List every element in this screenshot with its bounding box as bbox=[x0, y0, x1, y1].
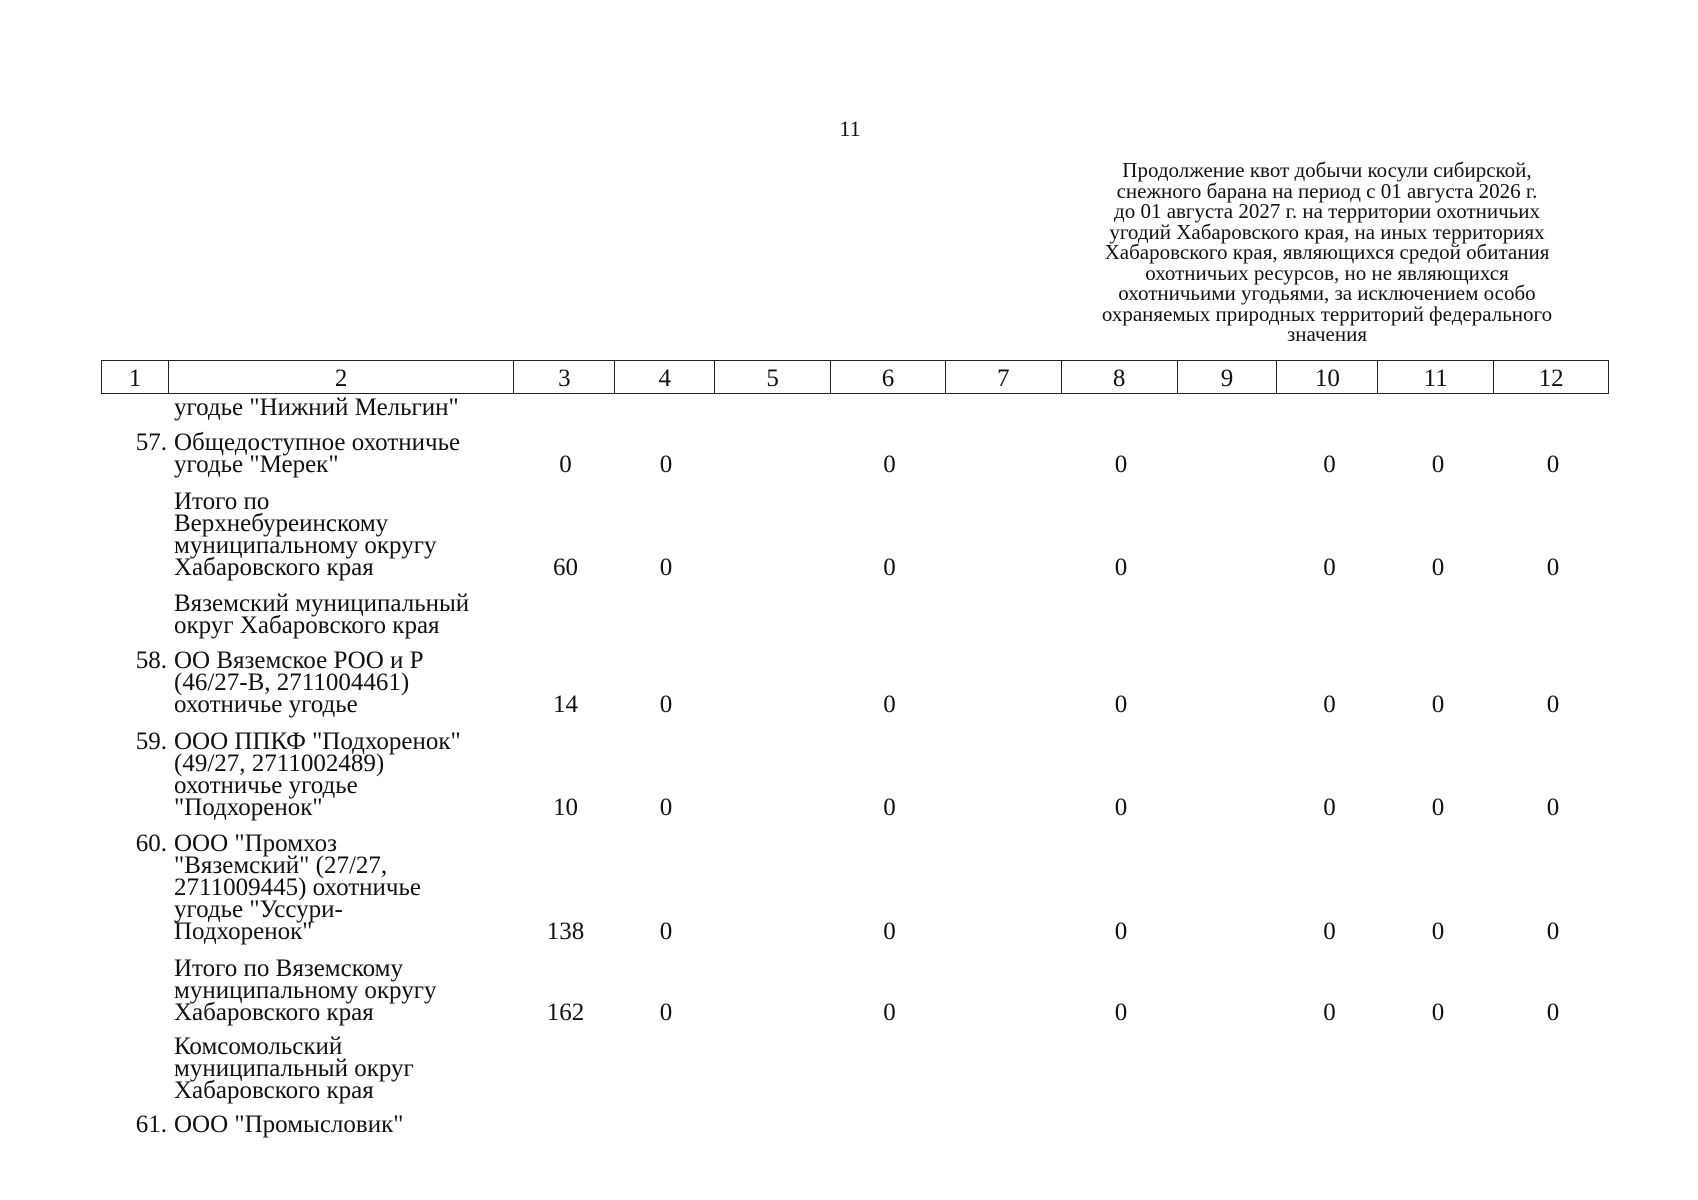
value-col-8: 0 bbox=[1114, 794, 1128, 821]
row-name-line: Вяземский муниципальный bbox=[174, 590, 470, 617]
row-name-line: муниципальному округу bbox=[174, 532, 437, 559]
caption-line: охраняемых природных территорий федерального bbox=[1101, 301, 1553, 326]
value-col-4: 0 bbox=[659, 554, 673, 581]
caption-line: Продолжение квот добычи косули сибирской, bbox=[1122, 158, 1532, 182]
row-name-line: Хабаровского края bbox=[174, 1077, 374, 1104]
caption-line: угодий Хабаровского края, на иных территориях bbox=[1109, 219, 1545, 244]
caption-line: снежного барана на период с 01 августа 2026 г. bbox=[1116, 178, 1538, 203]
value-col-12: 0 bbox=[1546, 691, 1560, 718]
row-name bbox=[174, 429, 534, 478]
value-col-4: 0 bbox=[659, 794, 673, 821]
value-col-4: 0 bbox=[659, 918, 673, 945]
header-cell-11: 11 bbox=[1378, 361, 1494, 393]
row-number: 57. bbox=[135, 429, 167, 456]
row-number: 61. bbox=[135, 1111, 167, 1138]
row-name bbox=[174, 830, 534, 945]
value-col-12: 0 bbox=[1546, 999, 1560, 1026]
header-cell-12: 12 bbox=[1538, 365, 1564, 392]
row-name-line: Комсомольский bbox=[174, 1033, 343, 1060]
header-cell-10: 10 bbox=[1277, 361, 1378, 393]
value-col-11: 0 bbox=[1431, 999, 1445, 1026]
row-name-line: Хабаровского края bbox=[174, 554, 374, 581]
page-number: 11 bbox=[839, 116, 861, 141]
row-name bbox=[174, 728, 534, 821]
row-name-line: угодье "Нижний Мельгин" bbox=[174, 394, 459, 421]
value-col-6: 0 bbox=[883, 999, 896, 1026]
value-col-12: 0 bbox=[1546, 554, 1560, 581]
value-col-6: 0 bbox=[883, 918, 896, 945]
row-name-line: угодье "Мерек" bbox=[174, 451, 339, 478]
value-col-4: 0 bbox=[659, 999, 673, 1026]
header-cell-4: 4 bbox=[615, 361, 715, 393]
row-name-line: охотничье угодье bbox=[174, 772, 358, 799]
value-col-12: 0 bbox=[1546, 918, 1560, 945]
table-caption bbox=[1052, 160, 1602, 345]
value-col-8: 0 bbox=[1114, 691, 1128, 718]
row-name bbox=[174, 647, 534, 718]
row-name bbox=[174, 955, 534, 1026]
header-cell-6: 6 bbox=[831, 361, 946, 393]
row-name-line: охотничье угодье bbox=[174, 691, 358, 718]
caption-line: до 01 августа 2027 г. на территории охотничьих bbox=[1114, 199, 1540, 223]
row-name-line: Подхоренок" bbox=[174, 918, 313, 945]
table-header-row bbox=[101, 360, 1609, 394]
value-col-10: 0 bbox=[1323, 554, 1336, 581]
value-col-6: 0 bbox=[883, 554, 896, 581]
value-col-6: 0 bbox=[883, 691, 896, 718]
row-name-line: муниципальный округ bbox=[174, 1055, 414, 1082]
row-number: 59. bbox=[135, 728, 167, 755]
row-name-line: Верхнебуреинскому bbox=[174, 510, 389, 537]
value-col-10: 0 bbox=[1323, 999, 1336, 1026]
value-col-3: 10 bbox=[553, 794, 578, 821]
row-name-line: округ Хабаровского края bbox=[174, 612, 440, 639]
row-name bbox=[174, 590, 534, 639]
value-col-11: 0 bbox=[1431, 451, 1445, 478]
value-col-10: 0 bbox=[1323, 918, 1336, 945]
row-name-line: ООО "Промысловик" bbox=[174, 1111, 404, 1138]
value-col-12: 0 bbox=[1546, 794, 1560, 821]
row-name-line: ОО Вяземское РОО и Р bbox=[174, 647, 424, 674]
value-col-11: 0 bbox=[1431, 554, 1445, 581]
row-number: 60. bbox=[135, 830, 167, 857]
row-name-line: ООО ППКФ "Подхоренок" bbox=[174, 728, 461, 755]
header-cell-2: 2 bbox=[169, 361, 515, 393]
row-name-line: Итого по bbox=[174, 488, 270, 515]
value-col-8: 0 bbox=[1114, 554, 1128, 581]
row-name-line: Хабаровского края bbox=[174, 999, 374, 1026]
value-col-11: 0 bbox=[1431, 691, 1445, 718]
value-col-10: 0 bbox=[1323, 691, 1336, 718]
row-name-line: 2711009445) охотничье bbox=[174, 874, 421, 901]
row-name-line: "Подхоренок" bbox=[174, 794, 323, 821]
row-name-line: ООО "Промхоз bbox=[174, 830, 337, 857]
value-col-6: 0 bbox=[883, 794, 896, 821]
row-name-line: (49/27, 2711002489) bbox=[174, 750, 385, 777]
row-name-line: Общедоступное охотничье bbox=[174, 429, 461, 456]
header-cell-9: 9 bbox=[1178, 361, 1278, 393]
value-col-12: 0 bbox=[1546, 451, 1560, 478]
value-col-3: 0 bbox=[559, 451, 572, 478]
value-col-8: 0 bbox=[1114, 451, 1128, 478]
value-col-10: 0 bbox=[1323, 794, 1336, 821]
value-col-11: 0 bbox=[1431, 794, 1445, 821]
row-name-line: угодье "Уссури- bbox=[174, 896, 343, 923]
value-col-3: 60 bbox=[553, 554, 578, 581]
caption-line: Хабаровского края, являющихся средой обитания bbox=[1104, 240, 1550, 264]
row-name-line: Итого по Вяземскому bbox=[174, 955, 403, 982]
row-number: 58. bbox=[135, 647, 167, 674]
value-col-10: 0 bbox=[1323, 451, 1336, 478]
value-col-3: 162 bbox=[546, 999, 585, 1026]
header-cell-3: 3 bbox=[514, 361, 615, 393]
value-col-3: 138 bbox=[546, 918, 585, 945]
header-cell-7: 7 bbox=[946, 361, 1062, 393]
value-col-8: 0 bbox=[1114, 918, 1128, 945]
row-name-line: "Вяземский" (27/27, bbox=[174, 852, 388, 879]
value-col-6: 0 bbox=[883, 451, 896, 478]
value-col-8: 0 bbox=[1114, 999, 1128, 1026]
value-col-4: 0 bbox=[659, 691, 673, 718]
header-cell-8: 8 bbox=[1062, 361, 1178, 393]
value-col-4: 0 bbox=[659, 451, 673, 478]
row-name-line: (46/27-В, 2711004461) bbox=[174, 669, 410, 696]
header-cell-1: 1 bbox=[102, 361, 169, 393]
caption-line: охотничьих ресурсов, но не являющихся bbox=[1145, 260, 1509, 285]
row-name bbox=[174, 1111, 534, 1138]
row-name bbox=[174, 488, 534, 581]
row-name bbox=[174, 1033, 534, 1104]
value-col-3: 14 bbox=[553, 691, 578, 718]
caption-line: значения bbox=[1286, 322, 1368, 346]
header-cell-5: 5 bbox=[715, 361, 831, 393]
caption-line: охотничьими угодьями, за исключением особо bbox=[1118, 281, 1536, 305]
value-col-11: 0 bbox=[1431, 918, 1445, 945]
row-name-line: муниципальному округу bbox=[174, 977, 437, 1004]
row-name bbox=[174, 394, 534, 421]
